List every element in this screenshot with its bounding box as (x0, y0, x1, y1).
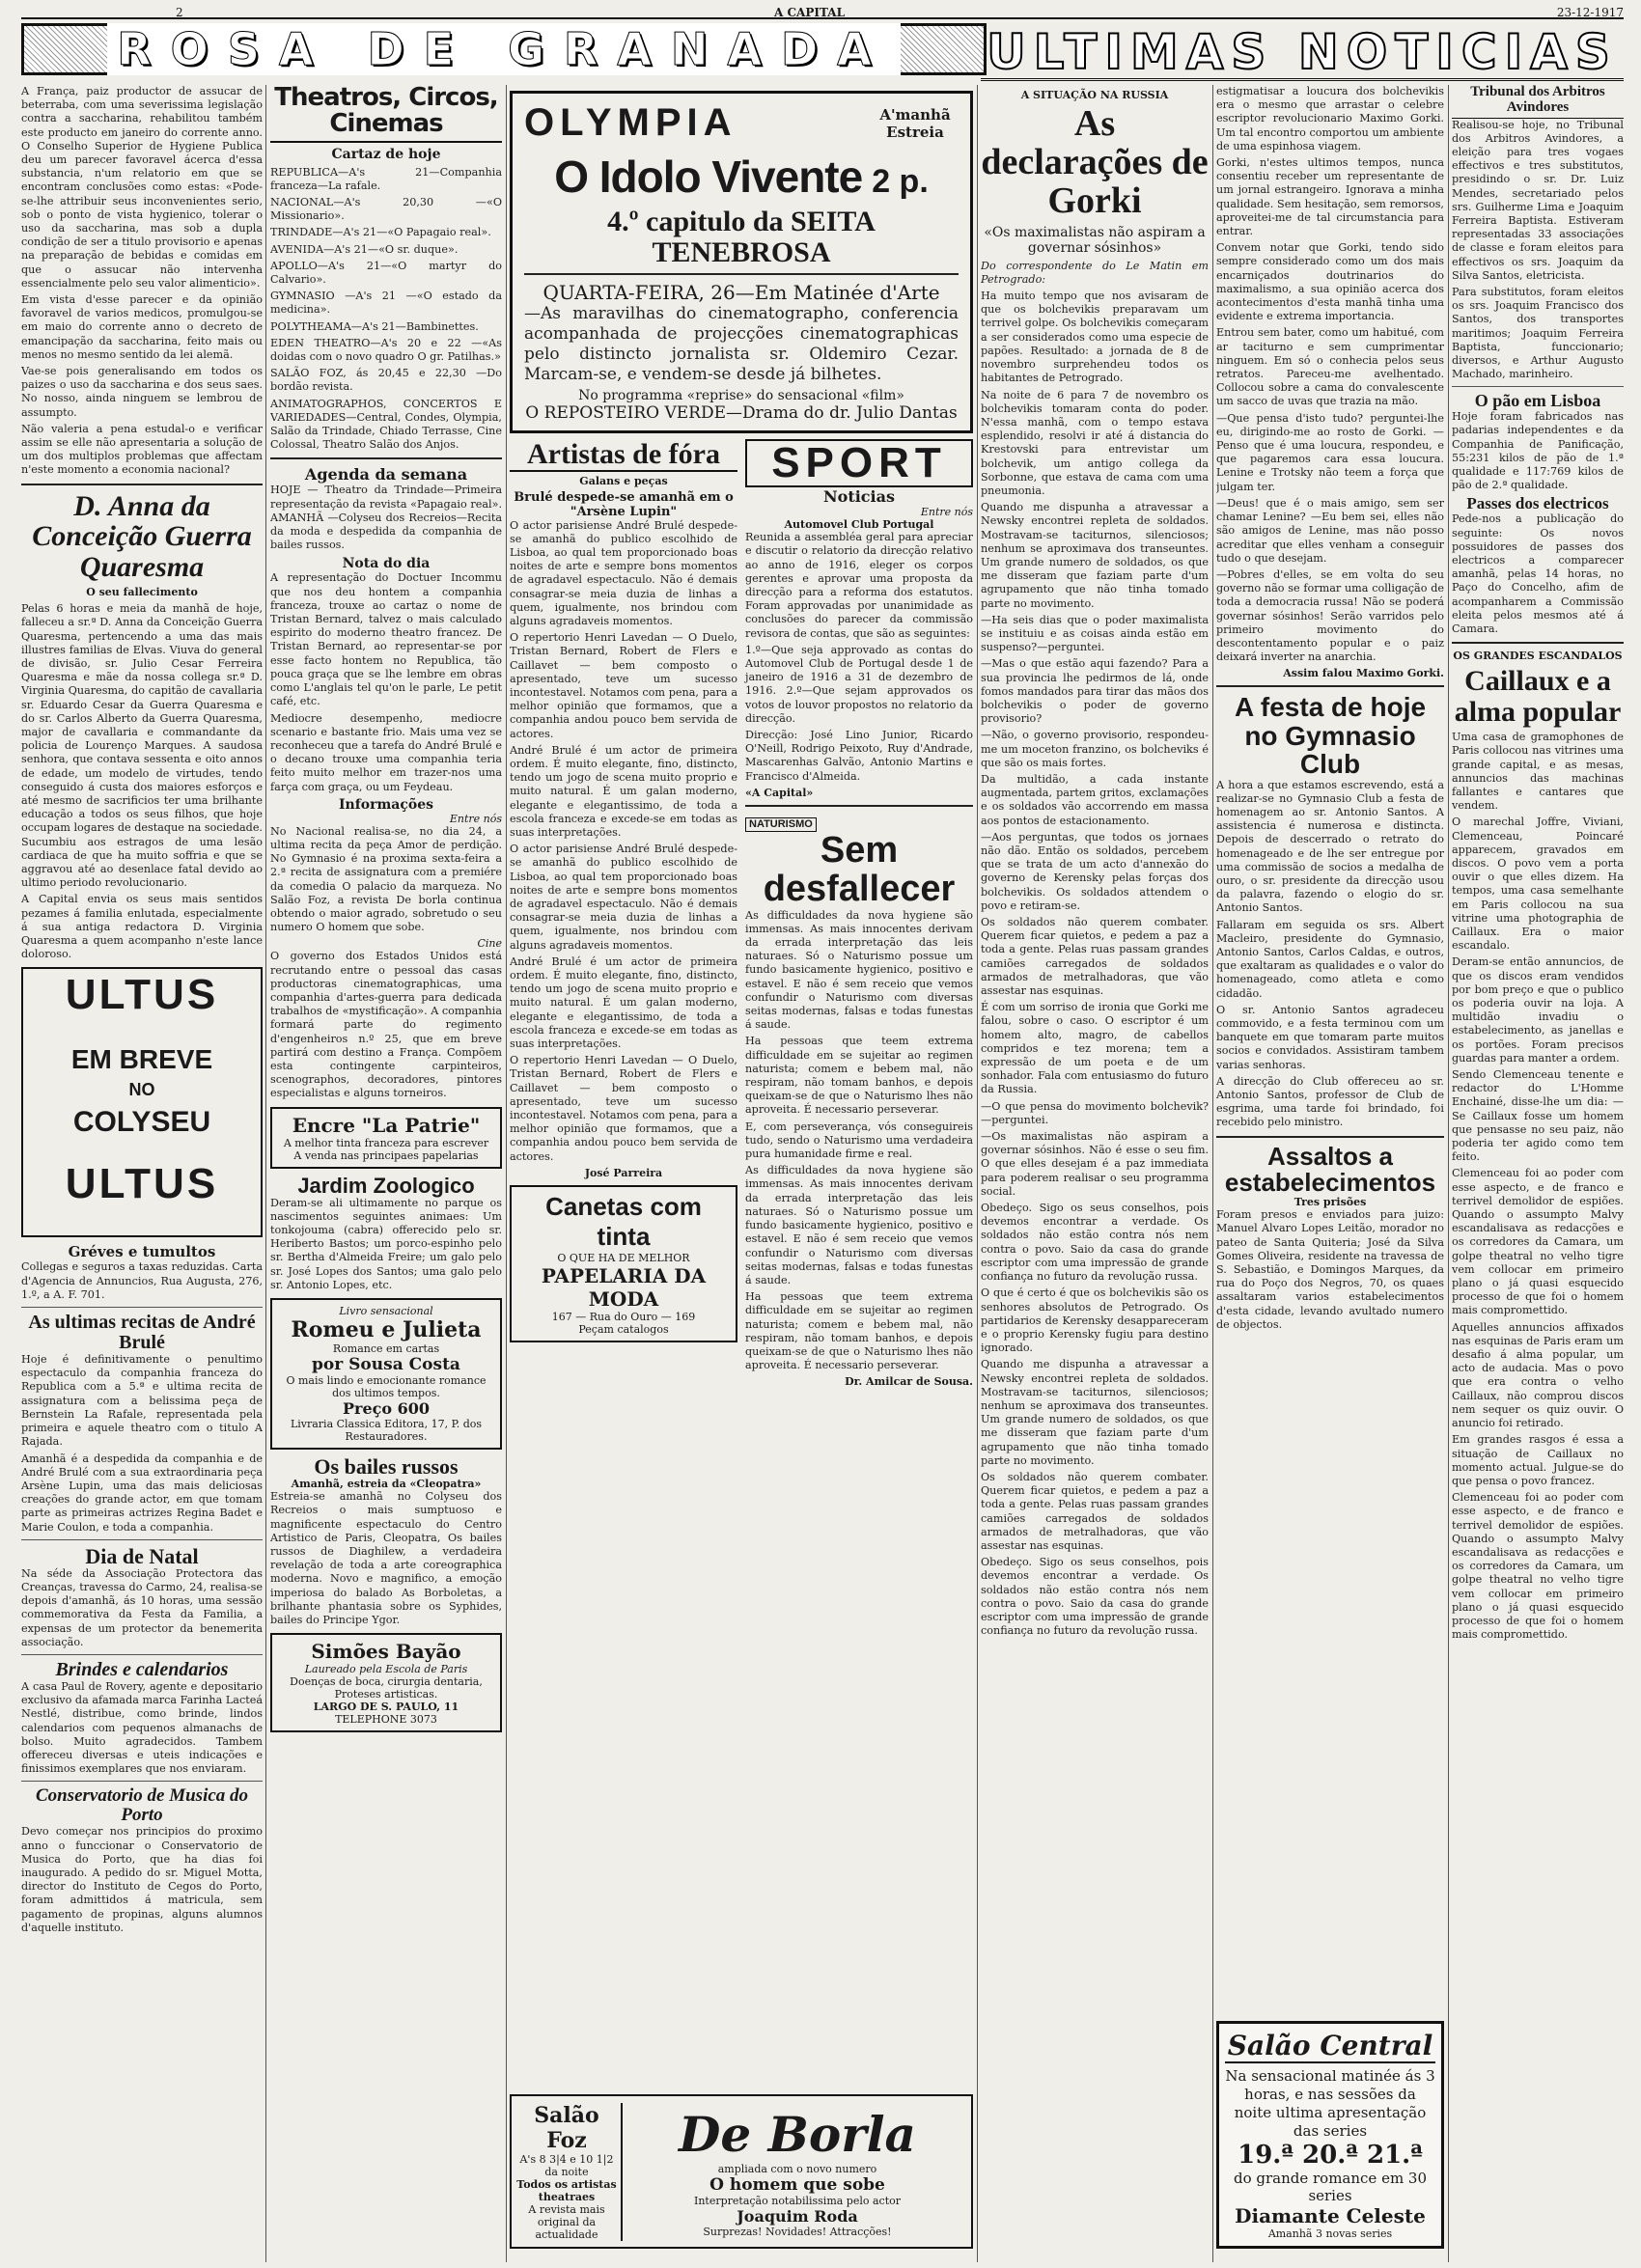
listing-eden: EDEN THEATRO—A's 20 e 22 —«As doidas com o novo quadro O gr. Patilhas.» (270, 336, 502, 364)
caillaux-text-6: Aquelles annuncios affixados nas esquinas de Paris eram um desafio á alma popular, um acto de audacia. Mas o povo que era contra o velho Caillaux, não comprou discos nem sequer os quiz ouvir. O anuncio foi retirado. (1452, 1320, 1624, 1430)
gorki-headline: As declarações de Gorki (981, 103, 1209, 221)
assaltos-text: Foram presos e enviados para juizo: Manuel Alvaro Lopes Leitão, morador no pateo de Santa Quiteria; José da Silva Gomes Oliveira, residente na travessa de S. Sebastião, e Domingos Marques, da rua do Poço dos Negros, 70, os quaes assaltaram varios estabelecimentos d'esta cidade, levando avultado numero de objectos. (1216, 1208, 1444, 1331)
borla-box (628, 2106, 966, 2238)
caillaux-text-1: Uma casa de gramophones de Paris collocou nas vitrines uma grande capital, e as mesas, annuncios das machinas fallantes e cantares que vendem. (1452, 731, 1624, 813)
nota-text-2: Mediocre desempenho, mediocre scenario e bastante frio. Mais uma vez se reconheceu que a tarefa do André Brulé e o decano trouxe uma companhia teria feito muito melhor em trazer-nos uma farça com graça, ou um Feydeau. (270, 711, 502, 793)
zoo-text: Deram-se ali ultimamente no parque os nascimentos seguintes animaes: Um tonkojouma (cabra) offerecido pelo sr. Heriberto Bastos; um porco-espinho pelo sr. Bertha d'Almeida Freire; um galo pelo sr. José Lopes dos Santos; uma galo pelo sr. Antonio Lopes, etc. (270, 1196, 502, 1291)
foz-sub2: A revista mais original da actualidade (528, 2202, 605, 2241)
quarta-line: QUARTA-FEIRA, 26—Em Matinée d'Arte (542, 281, 940, 304)
noticias-entre-nos: Entre nós (920, 506, 973, 519)
gorki-text-3-repeat: Quando me dispunha a atravessar a Newsky encontrei repleta de soldados. Mostravam-se taciturnos, silenciosos; nenhum se aproximava dos transeuntes. Um grande numero de soldados, os que me disseram que faziam parte d'um agrupamento que não tinha tomado parte no movimento. (981, 1358, 1209, 1467)
pao-text: Hoje foram fabricados nas padarias independentes e da Companhia de Panificação, 55:231 kilos de pão de 1.ª qualidade e 117:769 kilos de pão de 2.ª qualidade. (1452, 410, 1624, 492)
canetas-ad (510, 1185, 737, 1342)
canetas-sub: O QUE HA DE MELHOR (557, 1251, 690, 1264)
column-1 (21, 85, 263, 2262)
column-2 (270, 85, 502, 2262)
brule-text: Hoje é definitivamente o penultimo espectaculo da companhia franceza do Republica com a 5.ª e ultima recita de assignatura com a belissima peça de Bernstein La Rafale, representada pela primeira e aquele theatro com o titulo A Rajada. (21, 1353, 263, 1449)
gorki-text-1: Ha muito tempo que nos avisaram de que os bolchevikis preparavam um terrivel golpe. Os bolchevikis começaram a ser considerados como uma especie de papões. Resultado: a jornada de 8 de novembro surprehendeu todos os habitantes de Petrogrado. (981, 290, 1209, 385)
ultus-colyseu: COLYSEU (72, 1105, 211, 1138)
central-text-2: do grande romance em 30 series (1233, 2170, 1428, 2204)
artistas-text-2: O repertorio Henri Lavedan — O Duelo, Tristan Bernard, Robert de Flers e Caillavet — bem composto o apresentado, teve um sucesso incontestavel. Notamos com pena, para a melhor opinião que formamos, que a companhia andou pouco bem servida de actores. (510, 631, 737, 740)
romeu-title: Romeu e Julieta (291, 1317, 482, 1343)
banner-title: ROSA DE GRANADA (107, 23, 901, 75)
listing-avenida: AVENIDA—A's 21—«O sr. duque». (270, 242, 459, 256)
tribunal-text: Realisou-se hoje, no Tribunal dos Arbitros Avindores, a eleição para tres vogaes effectivos e tres substitutos, presidindo o sr. Dr. Luiz Mendes, secretariado pelos srs. Guilherme Lima e Joaquim Ferreira Baptista. Estiveram representadas 33 associações de classe e foram eleitos para effectivos os srs. Joaquim da Silva Santos, eletricista. (1452, 118, 1624, 282)
sem-headline: Sem desfallecer (763, 829, 956, 909)
issue-date: 23-12-1917 (1556, 6, 1624, 19)
page-header (21, 6, 1624, 19)
olympia-ad (510, 91, 973, 433)
natal-text: Na séde da Associação Protectora das Creanças, travessa do Carmo, 24, realisa-se depois d'amanhã, ás 10 horas, uma sessão commemorativa da Festa da Familia, a expensas de um protector da benemerita associação. (21, 1566, 263, 1648)
listing-animatographos: ANIMATOGRAPHOS, CONCERTOS E VARIEDADES—Central, Condes, Olympia, Salão da Trindade, Chiado Terrasse, Cine Colossal, Theatro Salão dos Anjos. (270, 397, 502, 452)
gorki-text-4: —Ha seis dias que o poder maximalista se instituiu e as coisas ainda estão em suspenso?—perguntei. (981, 613, 1209, 654)
patrie-small: A venda nas principaes papelarias (293, 1148, 479, 1162)
sport-text-3: Direcção: José Lino Junior, Ricardo O'Neill, Rodrigo Peixoto, Ruy d'Andrade, Mascarenhas Galvão, Antonio Martins e Francisco d'Almeida. (745, 729, 973, 783)
naturismo-text-3: E, com perseverança, vós conseguireis tudo, sendo o Naturismo uma verdadeira pura humanidade firme e real. (745, 1120, 973, 1161)
info-headline: Informações (339, 796, 433, 813)
gorki-text-5: —Mas o que estão aqui fazendo? Para a sua provincia lhe pedirmos de lá, onde fomos mandados para tirar das mãos dos bolchevikis o poder de governo provisorio? (981, 657, 1209, 726)
foz-sub: Todos os artistas theatraes (516, 2177, 617, 2203)
pao-headline: O pão em Lisboa (1474, 391, 1601, 411)
patrie-ad (270, 1107, 502, 1169)
salao-central-ad (1216, 2021, 1444, 2249)
greves-text: Collegas e seguros a taxas reduzidas. Carta d'Agencia de Annuncios, Rua Augusta, 276, 1.º, a A. F. 701. (21, 1260, 263, 1301)
gorki-cont-6: —Deus! que é o mais amigo, sem ser chamar Lenine? —Eu bem sei, elles não são amigos de Lenine, mas não posso acreditar que elles venham a conseguir tudo o que desejam. (1216, 496, 1444, 565)
gorki-cont-4: Entrou sem bater, como um habitué, com ar taciturno e sem cumprimentar ninguem. Em só o conhecia pelos seus retratos. Pareceu-me avelhentado. Collocou sobre a cama do convalescente um sacco de uvas que trazia na mão. (1216, 326, 1444, 408)
listing-gymnasio: GYMNASIO —A's 21 —«O estado da medicina». (270, 290, 502, 317)
reposteiro-line: O REPOSTEIRO VERDE—Drama do dr. Julio Dantas (525, 403, 958, 423)
gorki-text-12: —Os maximalistas não aspiram a governar sósinhos. Não é esse o seu fim. O que elles desejam é a paz immediata para poderem realisar o seu programma social. (981, 1130, 1209, 1198)
column-5 (1216, 85, 1444, 2262)
saccharina-article-p4: Não valeria a pena estudal-o e verificar assim se elle não apresentaria a solução de um dos multiplos problemas que affectam n'este momento a economia nacional? (21, 422, 263, 477)
listing-apollo: APOLLO—A's 21—«O martyr do Calvario». (270, 259, 502, 287)
artistas-column (510, 439, 737, 1388)
gorki-quote: «Os maximalistas não aspiram a governar sósinhos» (984, 224, 1206, 256)
caillaux-text-5: Clemenceau foi ao poder com esse aspecto, e de franco e terrivel demolidor de espiões. Quando o assumpto Malvy escandalisava as redacções e os corredores da Camara, um golpe theatral no velho tigre vem collocar em primeiro plano o já quasi esquecido processo de que foi o homem mais compromettido. (1452, 1167, 1624, 1317)
gorki-text-13-repeat: Obedeço. Sigo os seus conselhos, pois devemos encontrar a verdade. Os soldados não estão contra nós nem contra o povo. Saio da casa do grande escriptor com uma impressão de grande confiança no futuro da revolução russa. (981, 1556, 1209, 1638)
conservatorio-headline: Conservatorio de Musica do Porto (35, 1785, 249, 1826)
listing-republica: REPUBLICA—A's 21—Companhia franceza—La rafale. (270, 165, 502, 192)
natal-headline: Dia de Natal (85, 1543, 199, 1568)
borla-actor: Joaquim Roda (737, 2206, 858, 2226)
obituary-text-2: A Capital envia os seus mais sentidos pezames á familia enlutada, especialmente á sua antiga redactora D. Virginia Quaresma a quem acompanho n'este lance doloroso. (21, 893, 263, 961)
gorki-cont-1: estigmatisar a loucura dos bolchevikis era o mesmo que arrastar o celebre escriptor revolucionario Maximo Gorki. Um tal encontro comportou um ambiente de uma espinhosa viagem. (1216, 85, 1444, 152)
gorki-cont-2: Gorki, n'estes ultimos tempos, nunca consentiu receber um representante de um jornal estrangeiro. Ignorava a minha qualidade. Sem hesitação, sem remorsos, aproveitei-me de tal circumstancia para entrar. (1216, 156, 1444, 238)
salao-foz-ad (510, 2094, 973, 2249)
artistas-text-2-repeat: O repertorio Henri Lavedan — O Duelo, Tristan Bernard, Robert de Flers e Caillavet — bem composto o apresentado, teve um sucesso incontestavel. Notamos com pena, para a melhor opinião que formamos, que a companhia andou pouco bem servida de actores. (510, 1054, 737, 1163)
page-number: 2 (176, 6, 183, 19)
central-text: Na sensacional matinée ás 3 horas, e nas sessões da noite ultima apresentação das series (1225, 2067, 1435, 2140)
acp-sub: Automovel Club Portugal (784, 518, 934, 532)
gorki-text-7: Da multidão, a cada instante augmentada, partem gritos, exclamações e os soldados vão accorrendo em massa aos pontos de estacionamento. (981, 772, 1209, 827)
romeu-author: por Sousa Costa (312, 1355, 460, 1375)
assaltos-headline: Assaltos a estabelecimentos (1224, 1141, 1436, 1197)
passes-headline: Passes dos electricos (1466, 494, 1609, 513)
gorki-cont-7: —Pobres d'elles, se em volta do seu governo não se formar uma colligação de toda a democracia russa! Não se poderá governar sósinhos! Serão varridos pelo primeiro movimento do descontentamento popular e o paiz deixará inverter na anarchia. (1216, 567, 1444, 664)
gorki-text-3: Quando me dispunha a atravessar a Newsky encontrei repleta de soldados. Mostravam-se taciturnos, silenciosos; nenhum se aproximava dos transeuntes. Um grande numero de soldados, os que me disseram que faziam parte d'um agrupamento que não tinha tomado parte no movimento. (981, 501, 1209, 610)
central-small: Amanhã 3 novas series (1267, 2227, 1393, 2240)
escandalos-label: OS GRANDES ESCANDALOS (1453, 650, 1623, 663)
info-text: No Nacional realisa-se, no dia 24, a ultima recita da peça Amor de perdição. No Gymnasio é na proxima sexta-feira a 2.ª recita de assignatura com a premiére da comedia O palacio da marqueza. No Salão Foz, a revista De borla continua obtendo o maior agrado, sobretudo o seu numero O homem que sobe. (270, 824, 502, 934)
foz-left (516, 2103, 623, 2241)
gorki-text-9-repeat: Os soldados não querem combater. Querem ficar quietos, e pedem a paz a toda a gente. Pelas ruas passam grandes camiões carregados de soldados armados de metralhadoras, que vão assestar nas esquinas. (981, 1470, 1209, 1552)
festa-text-2: Fallaram em seguida os srs. Albert Macleiro, presidente do Gymnasio, Antonio Santos, Carlos Caldas, e outros, que exaltaram as qualidades e o valor do homenageado, como atleta e como cidadão. (1216, 918, 1444, 1000)
obituary-headline: D. Anna da Conceição Guerra Quaresma (32, 489, 252, 583)
naturismo-sig: Dr. Amilcar de Sousa. (845, 1375, 973, 1389)
olympia-title: OLYMPIA (524, 101, 737, 144)
listing-nacional: NACIONAL—A's 20,30 —«O Missionario». (270, 196, 502, 223)
festa-headline: A festa de hoje no Gymnasio Club (1234, 692, 1427, 780)
bayao-sub: Laureado pela Escola de Paris (304, 1663, 468, 1676)
bayao-title: Simões Bayão (311, 1640, 461, 1664)
gorki-text-13: Obedeço. Sigo os seus conselhos, pois devemos encontrar a verdade. Os soldados não estão contra nós nem contra o povo. Saio da casa do grande escriptor com uma impressão de grande confiança no futuro da revolução russa. (981, 1202, 1209, 1284)
romeu-shop: Livraria Classica Editora, 17, P. dos Restauradores. (290, 1418, 483, 1444)
caillaux-text-2: O marechal Joffre, Viviani, Clemenceau, Poincaré apparecem, gravados em discos. O povo vem a porta ouvir o que elles dizem. Ha tempos, uma casa semelhante em Paris collocou na sua vitrine uma photographia de Caillaux. Era o maior escandalo. (1452, 816, 1624, 953)
column-4 (981, 85, 1209, 2262)
bayao-ad (270, 1633, 502, 1732)
gorki-text-8: —Aos perguntas, que todos os jornaes não dão. Então os soldados, percebem que se trata de um acto d'annexão do governo de Kerensky pelas forças dos bolchevikis. Os soldados attendem o povo e retiram-se. (981, 830, 1209, 912)
caillaux-headline: Caillaux e a alma popular (1454, 665, 1622, 728)
conservatorio-text: Devo começar nos principios do proximo anno o funccionar o Conservatorio de Musica do Porto, que ha dias foi inaugurado. A pedido do sr. Miguel Motta, director do Instituto de Cegos do Porto, foram admittidos á matricula, sem pagamento de propinas, alguns alumnos d'aquelle instituto. (21, 1825, 263, 1934)
caillaux-text-5-repeat: Clemenceau foi ao poder com esse aspecto, e de franco e terrivel demolidor de espiões. Quando o assumpto Malvy escandalisava as redacções e os corredores da Camara, um golpe theatral no velho tigre vem collocar em primeiro plano o já quasi esquecido processo de que foi o homem mais compromettido. (1452, 1491, 1624, 1642)
listing-trindade: TRINDADE—A's 21—«O Papagaio real». (270, 226, 491, 239)
artistas-text: O actor parisiense André Brulé despede-se amanhã do publico escolhido de Lisboa, ao qual tem proporcionado boas noites de arte e sempre bons momentos de agradavel espectaculo. Não é demais consagrar-se meia duzia de linhas a quem, igualmente, nos brindou com alguns agradaveis momentos. (510, 518, 737, 627)
artistas-text-3: André Brulé é um actor de primeira ordem. É muito elegante, fino, distincto, tendo um jogo de scena muito proprio e muito natural. É um galan moderno, elegante e elegantissimo, de toda a escola franceza e excede-se em todas as suas interpretações. (510, 743, 737, 839)
nota-headline: Nota do dia (342, 556, 431, 572)
ultus-top: ULTUS (65, 971, 219, 1019)
caillaux-text-3: Deram-se então annuncios, de que os discos eram vendidos por bom preço e que o publico os poderia ouvir na loja. A multidão invadiu o estabelecimento, as janellas e os portões. Foram precisos guardas para manter a ordem. (1452, 955, 1624, 1065)
gorki-text-2: Na noite de 6 para 7 de novembro os bolchevikis tomaram conta do poder. N'essa manhã, com o tempo estava esplendido, resolvi ir até á distancia do Krestovski para entrevistar um bolchevik, um antigo collega da Sorbonne, que estava de cama com uma pneumonia. (981, 388, 1209, 497)
listings (270, 166, 502, 453)
quarta-desc: —As maravilhas do cinematographo, conferencia acompanhada de projecções cinematographicas pelo distincto jornalista sr. Oldemiro Cezar. Marcam-se, e vendem-se desde já bilhetes. (524, 304, 959, 384)
brindes-headline: Brindes e calendarios (55, 1659, 229, 1681)
romeu-sub: Romance em cartas (332, 1342, 440, 1356)
idolo-title: O Idolo Vivente (554, 152, 863, 202)
reprise-line: No programma «reprise» do sensacional «film» (578, 388, 904, 403)
bayao-tel: TELEPHONE 3073 (335, 1713, 437, 1727)
ultimas-title: ULTIMAS NOTICIAS (987, 23, 1618, 80)
noticias-sub: Noticias (823, 487, 895, 507)
bailes-headline: Os bailes russos (314, 1454, 459, 1480)
borla-sub3: Interpretação notabilissima pelo actor (693, 2194, 902, 2207)
info-entre-nos: Entre nós (449, 812, 502, 825)
borla-sub4: Surprezas! Novidades! Attracções! (703, 2225, 892, 2238)
cartaz-subhead: Cartaz de hoje (331, 146, 441, 162)
zoo-headline: Jardim Zoologico (297, 1173, 475, 1198)
cine-text: O governo dos Estados Unidos está recrutando entre o pessoal das casas productoras cinematographicas, uma companhia d'artes-guerra para dedicada trabalhos de «mystificação». A companhia formará parte do regimento d'engenheiros n.º 25, que em breve partirá com destino a França. Compõem esta contingente carpinteiros, scenographos, decoradores, pintores especialistas e alguns torneiros. (270, 950, 502, 1100)
gorki-text-14: O que é certo é que os bolchevikis são os senhores absolutos de Petrogrado. Os partidarios de Kerensky desappareceram e o proprio Kerensky fugiu para destino ignorado. (981, 1286, 1209, 1355)
caillaux-text-7: Em grandes rasgos é essa a situação de Caillaux no momento actual. Julgue-se do que pensa o povo francez. (1452, 1433, 1624, 1487)
greves-headline: Gréves e tumultos (68, 1243, 216, 1261)
papelaria-addr: 167 — Rua do Ouro — 169 (551, 1310, 696, 1323)
festa-text: A hora a que estamos escrevendo, está a realizar-se no Gymnasio Club a festa de homenagem ao sr. Antonio Santos. A assistencia é numerosa e distincta. Depois de descerrado o retrato do homenageado e de lhe ser entregue por uma commissão de socios a medalha de ouro, o sr. presidente da direcção usou da palavra, fazendo o elogio do sr. Antonio Santos. (1216, 778, 1444, 915)
listing-salao-foz: SALÃO FOZ, ás 20,45 e 22,30 —Do bordão revista. (270, 367, 502, 394)
naturismo-text: As difficuldades da nova hygiene são immensas. As mais innocentes derivam da errada interpretação das leis naturaes. Só o Naturismo possue um fundo basicamente hygienico, positivo e estavel. E não é sem receio que vemos confundir o Naturismo com diversas seitas modernas, falsas e todas funestas á saude. (745, 908, 973, 1032)
naturismo-text-repeat: As difficuldades da nova hygiene são immensas. As mais innocentes derivam da errada interpretação das leis naturaes. Só o Naturismo possue um fundo basicamente hygienico, positivo e estavel. E não é sem receio que vemos confundir o Naturismo com diversas seitas modernas, falsas e todas funestas á saude. (745, 1164, 973, 1286)
romeu-desc: O mais lindo e emocionante romance dos ultimos tempos. (286, 1374, 487, 1400)
tribunal-headline: Tribunal dos Arbitros Avindores (1452, 85, 1624, 119)
borla-title: De Borla (679, 2105, 916, 2163)
festa-text-4: A direcção do Club offereceu ao sr. Antonio Santos, professor de Club de esgrima, uma tarde foi brindado, foi recebido pelo ministro. (1216, 1074, 1444, 1129)
agenda-headline: Agenda da semana (304, 465, 468, 484)
column-3 (510, 85, 973, 2262)
patrie-sub: A melhor tinta franceza para escrever (283, 1136, 489, 1149)
capitulo-line: 4.º capitulo da SEITA TENEBROSA (607, 206, 876, 268)
column-6 (1452, 85, 1624, 2262)
borla-sub2: O homem que sobe (709, 2174, 885, 2195)
gorki-text-10: É com um sorriso de ironia que Gorki me falou, sobre o caso. O escriptor é um homem alto, magro, de cabellos compridos e tez morena; tem a expressão de um poeta e de um sonhador. Fala com entusiasmo do futuro da Russia. (981, 1001, 1209, 1096)
foz-times: A's 8 3|4 e 10 1|2 da noite (519, 2152, 614, 2178)
bayao-text: Doenças de boca, cirurgia dentaria, Proteses artisticas. (290, 1675, 483, 1701)
caillaux-text-4: Sendo Clemenceau tenente e redactor do L'Homme Enchainé, disse-lhe um dia: —Se Caillaux fosse um homem que pensasse no seu paiz, não poderia ter agido como tem feito. (1452, 1068, 1624, 1164)
gorki-sig: Assim falou Maximo Gorki. (1283, 667, 1444, 680)
saccharina-article-p2: Em vista d'esse parecer e da opinião favoravel de varios medicos, promulgou-se em maio do corrente anno o decreto de emancipação da saccharina, feito mais ou menos no mesmo sentido da lei alemã. (21, 293, 263, 361)
sport-text-2: 1.º—Que seja approvado as contas do Automovel Club de Portugal desde 1 de janeiro de 1916 a 31 de dezembro de 1916. 2.º—Que sejam approvados os votos de louvor propostos no relatorio da direcção. (745, 643, 973, 725)
sport-column (745, 439, 973, 1388)
romeu-ad (270, 1298, 502, 1450)
obituary-subhead: O seu fallecimento (86, 586, 198, 599)
brule-text-2: Amanhã é a despedida da companhia e de André Brulé com a sua extraordinaria peça Arsène Lupin, uma das mais deliciosas creações do grande actor, em que tomam parte as primeiras actrizes Regina Badet e Marie Coulon, e toda a companhia. (21, 1452, 263, 1534)
tribunal-text-2: Para substitutos, foram eleitos os srs. Joaquim Francisco dos Santos, dos transportes maritimos; Joaquim Ferreira Baptista, funccionario; diversos, e Arthur Augusto Machado, marinheiro. (1452, 285, 1624, 381)
brindes-text: A casa Paul de Rovery, agente e depositario exclusivo da afamada marca Farinha Lacteá Nestlé, distribue, como brinde, lindos calendarios com pequenos almanachs de bolso. Muito agradecidos. Tambem offereceu diversas e uteis indicações e finissimos exemplares que nos enviaram. (21, 1680, 263, 1776)
listing-polytheama: POLYTHEAMA—A's 21—Bambinettes. (270, 319, 479, 333)
artistas-text-3-repeat: André Brulé é um actor de primeira ordem. É muito elegante, fino, distincto, tendo um jogo de scena muito proprio e muito natural. É um galan moderno, elegante e elegantissimo, de toda a escola franceza e excede-se em todas as suas interpretações. (510, 954, 737, 1051)
sport-text: Reunida a assembléa geral para apreciar e discutir o relatorio da direcção relativo ao anno de 1916, eleger os corpos gerentes e aprovar uma proposta da direcção para a reforma dos estatutos. Foram approvadas por unanimidade as conclusões do parecer da commissão revisora de contas, que são as seguintes: (745, 531, 973, 640)
ultus-no: NO (128, 1080, 155, 1100)
naturismo-text-2: Ha pessoas que teem extrema difficuldade em se sujeitar ao regimen naturista; comem e bebem mal, não respiram, não tomam banhos, e depois queixam-se de que o Naturismo lhes não aproveita. É necessario perseverar. (745, 1035, 973, 1117)
tres-prisoes: Tres prisões (1293, 1196, 1367, 1209)
theatres-headline: Theatros, Circos, Cinemas (270, 85, 502, 143)
cine-label: Cine (477, 937, 502, 951)
canetas-title: Canetas com tinta (545, 1191, 702, 1251)
ultimas-noticias-header (981, 25, 1624, 81)
gorki-from: Do correspondente do Le Matin em Petrogrado: (981, 259, 1209, 286)
rosa-de-granada-banner (21, 23, 987, 75)
borla-sub: ampliada com o novo numero (717, 2162, 877, 2175)
brule-sub: Brulé despede-se amanhã em o "Arsène Lupin" (514, 489, 734, 519)
nota-text: A representação do Doctuer Incommu que nos deu hontem a companhia franceza, trouxe ao cartaz o nome de Tristan Bernard, talvez o mais calculado espirito do moderno theatro francez. De Tristan Bernard, ao representar-se por esse facto hontem no Republica, tão pouca graça que se lhe lembre em obras como L'anglais tel qu'on le parle, Le petit café, etc. (270, 571, 502, 708)
saccharina-article: A França, paiz productor de assucar de beterraba, com uma severissima legislação contra a saccharina, rehabilitou também este producto em janeiro do corrente anno. O Conselho Superior de Hygiene Publica deu um parecer favoravel ácerca d'essa substancia, n'um relatorio em que se encontram conclusões como estas: «Pode-se-lhe attribuir seus inconvenientes serio, sob o ponto de vista hygienico, tolerar o uso da saccharina, mas sob a dupla condição de ser a titulo provisorio e apenas na preparação de bebidas e comidas em que o assucar não intervenha essencialmente pelo seu valor alimenticio». (21, 85, 263, 290)
ultus-bottom: ULTUS (65, 1160, 219, 1208)
gorki-cont-5: —Que pensa d'isto tudo? perguntei-lhe eu, dirigindo-me ao rosto de Gorki. —Penso que é uma loucura, respondeu, e que pagaremos cara essa loucura. Lenine e Trotsky não teem a força que julgam ter. (1216, 411, 1444, 493)
patrie-title: Encre "La Patrie" (292, 1113, 481, 1137)
sport-headline: SPORT (745, 439, 973, 487)
olympia-tag: A'manhã Estreia (879, 105, 951, 141)
bayao-addr: LARGO DE S. PAULO, 11 (313, 1701, 459, 1714)
papelaria-title: PAPELARIA DA MODA (541, 1263, 707, 1311)
newspaper-page (21, 6, 1624, 2262)
gorki-cont-3: Convem notar que Gorki, tendo sido sempre considerado como um dos mais encarniçados doutrinarios do maximalismo, a sua opinião acerca dos acontecimentos d'esta manhã tinha uma evidente e extrema importancia. (1216, 241, 1444, 323)
festa-text-3: O sr. Antonio Santos agradeceu commovido, e a festa terminou com um banquete em que tomaram parte muitos socios e convidados. Assistiram tambem varias senhoras. (1216, 1003, 1444, 1071)
livro-label: Livro sensacional (339, 1305, 433, 1318)
gorki-text-6: —Não, o governo provisorio, respondeu-me um moceton franzino, os bolcheviks é que são os mais fortes. (981, 729, 1209, 769)
artistas-text-repeat: O actor parisiense André Brulé despede-se amanhã do publico escolhido de Lisboa, ao qual tem proporcionado boas noites de arte e sempre bons momentos de agradavel espectaculo. Não é demais consagrar-se meia duzia de linhas a quem, igualmente, nos brindou com alguns agradaveis momentos. (510, 843, 737, 952)
bailes-text: Estreia-se amanhã no Colyseu dos Recreios o mais sumptuoso e magnificente espectaculo do Centro Artistico de Paris, Cleopatra, Os bailes russos de Diaghilew, a verdadeira revelação de toda a arte coreographica moderna. Novo e magnifico, a emoção imperiosa do balado As Borboletas, a brilhante phantasia sobre os Syphides, bailes do Principe Ygor. (270, 1490, 502, 1627)
naturismo-text-2-repeat: Ha pessoas que teem extrema difficuldade em se sujeitar ao regimen naturista; comem e bebem mal, não respiram, não tomam banhos, e depois queixam-se de que o Naturismo lhes não aproveita. É necessario perseverar. (745, 1290, 973, 1372)
saccharina-article-p3: Vae-se pois generalisando em todos os paizes o uso da saccharina e dos seus saes. No nosso, ainda ninguem se lembrou de assumpto. (21, 365, 263, 419)
gorki-text-11: —O que pensa do movimento bolchevik?—perguntei. (981, 1099, 1209, 1126)
central-series: 19.ª 20.ª 21.ª (1238, 2141, 1423, 2170)
naturismo-label: NATURISMO (745, 817, 817, 832)
artistas-headline: Artistas de fóra (510, 439, 737, 472)
bailes-sub: Amanhã, estreia da «Cleopatra» (291, 1478, 482, 1491)
gorki-text-9: Os soldados não querem combater. Querem ficar quietos, e pedem a paz a toda a gente. Pelas ruas passam grandes camiões carregados de soldados armados de metralhadoras, que vão assestar nas esquinas. (981, 916, 1209, 998)
situacao-label: A SITUAÇÃO NA RUSSIA (1020, 89, 1169, 101)
ultus-em-breve: EM BREVE (70, 1043, 213, 1074)
central-title: Salão Central (1225, 2030, 1435, 2063)
romeu-price: Preço 600 (342, 1399, 431, 1419)
obituary-text: Pelas 6 horas e meia da manhã de hoje, falleceu a sr.ª D. Anna da Conceição Guerra Quaresma, pertencendo a uma das mais illustres familias de Elvas. Viuva do general de divisão, sr. Julio Cesar Ferreira Quaresma e mãe da nossa collega sr.ª D. Virginia Quaresma, do capitão de cavallaria sr. Eduardo Cesar da Guerra Quaresma e do sr. Carlos Alberto da Guerra Quaresma, major de cavallaria e commandante da policia de Lourenço Marques. A saudosa senhora, que contava sessenta e oito annos de edade, um modelo de virtudes, tendo conseguido á custa dos maiores esforços e até mesmo de sacrificios ter uma brilhante educação a todos os seus filhos, que hoje occupam logares de destaque na sociedade. Sucumbiu aos estragos de uma lesão cardiaca de que ha muito soffria e que se aggravou até ao desenlace fatal devido ao ultimo periodo revolucionario. (21, 602, 263, 890)
ultus-ad (21, 967, 263, 1237)
central-name: Diamante Celeste (1235, 2204, 1426, 2227)
brule-headline: As ultimas recitas de André Brulé (28, 1312, 256, 1354)
paper-name: A CAPITAL (774, 6, 846, 19)
foz-title: Salão Foz (534, 2102, 599, 2153)
papelaria-small: Peçam catalogos (578, 1322, 669, 1336)
agenda-text: HOJE — Theatro da Trindade—Primeira representação da revista «Papagaio real». AMANHÃ —Colyseu dos Recreios—Recita da moda e despedida da companhia de bailes russos. (270, 484, 502, 552)
passes-text: Pede-nos a publicação do seguinte: Os novos possuidores de passes dos electricos a comparecer amanhã, pelas 14 horas, no Paço do Concelho, afim de acompanharem a Commissão eleita pelos mesmos até á Camara. (1452, 512, 1624, 635)
idolo-parts: 2 p. (872, 163, 929, 200)
artistas-sig: José Parreira (584, 1166, 663, 1179)
galans-sub: Galans e peças (579, 474, 668, 487)
sport-sig: «A Capital» (745, 786, 814, 799)
